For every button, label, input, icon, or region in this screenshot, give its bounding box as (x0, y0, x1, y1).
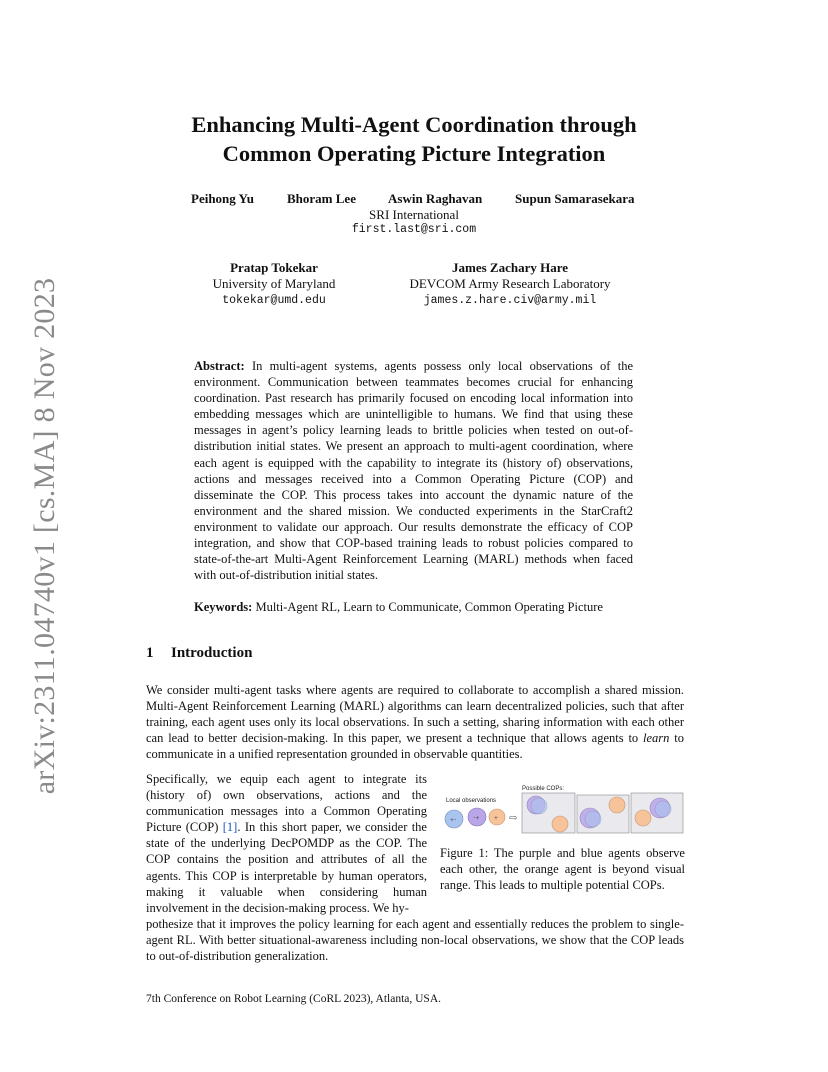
orange-agent-marker (635, 810, 651, 826)
paragraph-text: . In this short paper, we consider the state of the underlying DecPOMDP as the COP. The COP contains the position and attributes of all the agents. This COP is interpretable by human operators, making it valuable when considering human involvement in the decision-making process. We hy- (146, 820, 427, 915)
emphasis-text: learn (643, 731, 670, 746)
orange-agent-marker (552, 816, 568, 832)
agent-plus-icon: + (494, 814, 498, 822)
possible-cops-label: Possible COPs: (522, 786, 565, 792)
abstract-label: Abstract: (194, 359, 245, 373)
author-name: James Zachary Hare (451, 260, 569, 275)
figure-1-diagram (440, 781, 684, 837)
arxiv-identifier: arXiv:2311.04740v1 [cs.MA] 8 Nov 2023 (28, 277, 61, 795)
intro-paragraph-2 (146, 771, 427, 916)
keywords (194, 600, 654, 615)
affiliation: SRI International (369, 207, 459, 222)
agent-plus-icon: ·+ (473, 814, 480, 822)
agent-plus-icon: +· (450, 816, 457, 824)
figure-1 (440, 781, 684, 837)
local-observations-label: Local observations (446, 798, 497, 804)
abstract (194, 358, 633, 583)
section-title: Introduction (171, 645, 253, 661)
author-name: Bhoram Lee (287, 191, 356, 206)
author-name: Aswin Raghavan (388, 191, 483, 206)
blue-agent-marker (585, 811, 601, 827)
affiliation: DEVCOM Army Research Laboratory (409, 276, 611, 291)
orange-agent-marker (609, 797, 625, 813)
abstract-text: In multi-agent systems, agents possess only local observations of the environment. Communication between teammates becomes crucial for enhancing coordination. Past research has primarily focused on encoding local information into embedding messages which are unintelligible to humans. We find that using these messages in agent’s policy learning leads to brittle policies when tested on out-of-distribution initial states. We present an approach to multi-agent coordination, where each agent is equipped with the capability to integrate its (history of) observations, actions and messages received into a Common Operating Picture (COP) and disseminate the COP. This process takes into account the dynamic nature of the environment and the shared mission. We conducted experiments in the StarCraft2 environment to validate our approach. Our results demonstrate the efficacy of COP integration, and show that COP-based training leads to robust policies compared to state-of-the-art Multi-Agent Reinforcement Learning (MARL) methods when faced with out-of-distribution initial states. (194, 359, 633, 583)
paragraph-text: to communicate in a unified representation grounded in observable quantities. (146, 731, 684, 762)
conference-footer: 7th Conference on Robot Learning (CoRL 2023), Atlanta, USA. (146, 993, 442, 1005)
intro-paragraph-1 (146, 682, 684, 762)
author-name: Peihong Yu (191, 191, 254, 206)
figure-1-caption: Figure 1: The purple and blue agents observe each other, the orange agent is beyond visual range. This leads to multiple potential COPs. (440, 846, 685, 892)
affiliation: University of Maryland (212, 276, 336, 291)
author-block-left (199, 260, 349, 307)
title-line-1: Enhancing Multi-Agent Coordination through (191, 112, 637, 137)
author-email: tokekar@umd.edu (222, 294, 326, 307)
author-name: Supun Samarasekara (515, 191, 635, 206)
keywords-label: Keywords: (194, 600, 253, 614)
paper-title (0, 110, 828, 168)
keywords-text: Multi-Agent RL, Learn to Communicate, Common Operating Picture (255, 600, 603, 614)
paragraph-text: We consider multi-agent tasks where agents are required to collaborate to accomplish a shared mission. Multi-Agent Reinforcement Learning (MARL) algorithms can learn decentralized policies, such that after training, each agent uses only its local observations. In such a setting, sharing information with each other can lead to better decision-making. In this paper, we present a technique that allows agents to (146, 683, 684, 746)
section-heading (146, 645, 252, 662)
section-number: 1 (146, 645, 154, 661)
title-line-2: Common Operating Picture Integration (222, 141, 606, 166)
blue-agent-marker (531, 798, 547, 814)
intro-paragraph-2-continued: pothesize that it improves the policy learning for each agent and essentially reduces the problem to single-agent RL. With better situational-awareness including non-local observations, we show that the COP leads to out-of-distribution generalization. (146, 917, 684, 964)
author-email: james.z.hare.civ@army.mil (423, 294, 597, 307)
author-name: Pratap Tokekar (230, 260, 318, 275)
arrow-icon: ⇨ (509, 813, 518, 824)
paragraph-text: Specifically, we equip each agent to integrate its (history of) own observations, actions and the communication messages into a Common Operating Picture (COP) (146, 772, 427, 835)
citation-link[interactable]: [1] (222, 820, 238, 835)
author-email: first.last@sri.com (351, 223, 477, 236)
blue-agent-marker (655, 801, 671, 817)
author-block-right (397, 260, 623, 307)
